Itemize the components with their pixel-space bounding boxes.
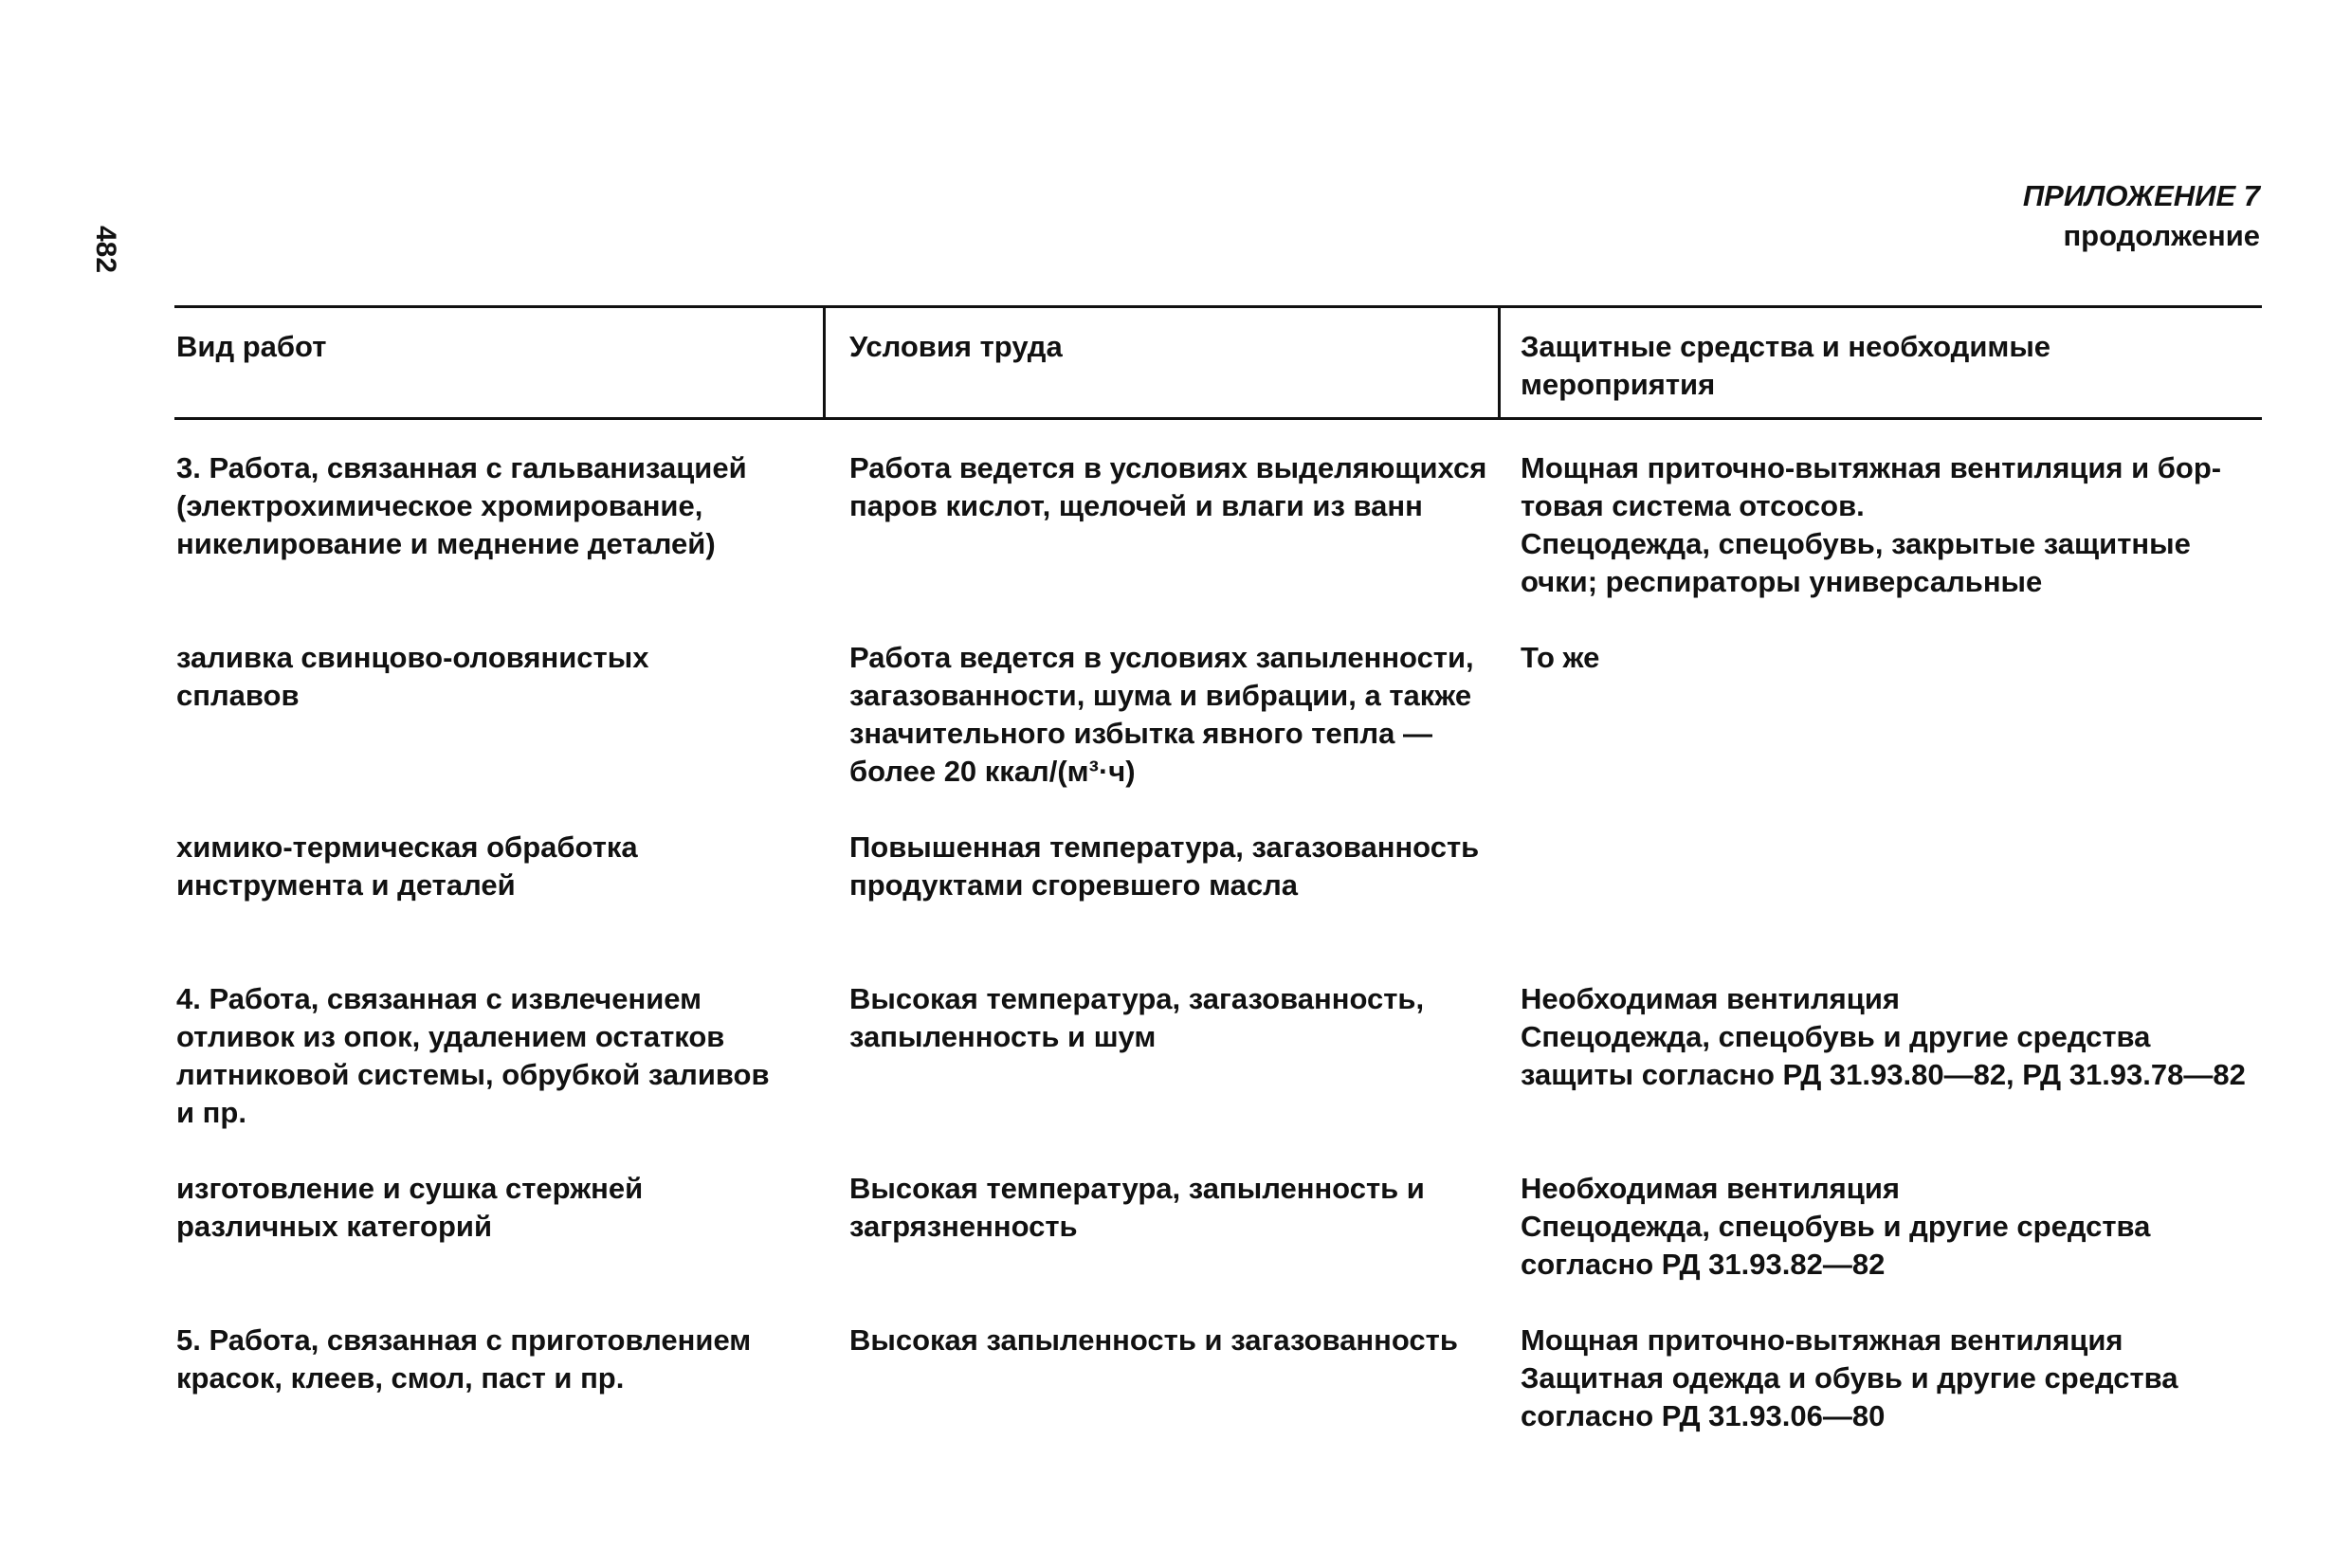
appendix-title: ПРИЛОЖЕНИЕ 7	[2022, 179, 2260, 212]
row-2-work: заливка свинцово-оловянистых сплавов	[176, 641, 649, 712]
row-4-work: 4. Работа, связанная с извлечением отливок из опок, удалением остатков литниковой системы, обрубкой заливов и пр.	[176, 982, 770, 1129]
row-5-work: изготовление и сушка стержней различных категорий	[176, 1172, 644, 1243]
page-number: 482	[90, 226, 121, 274]
row-5-conditions: Высокая температура, запыленность и загрязненность	[849, 1172, 1425, 1243]
column-divider	[823, 305, 826, 417]
row-3-work: химико-термическая обработка инструмента и деталей	[176, 830, 638, 902]
column-divider	[1498, 305, 1501, 417]
table-header-rule	[174, 417, 2262, 420]
column-header-protection: Защитные средства и необходимые мероприятия	[1521, 330, 2051, 401]
row-2-protection: То же	[1521, 641, 1600, 674]
row-6-protection: Мощная приточно-вытяжная вентиляция Защитная одежда и обувь и другие средства согласно РД 31.93.06—80	[1521, 1323, 2178, 1432]
row-4-protection: Необходимая вентиляция Спецодежда, спецобувь и другие средства защиты согласно РД 31.93.80—82, РД 31.93.78—82	[1521, 982, 2246, 1091]
row-6-work: 5. Работа, связанная с приготовлением красок, клеев, смол, паст и пр.	[176, 1323, 752, 1395]
row-5-protection: Необходимая вентиляция Спецодежда, спецобувь и другие средства согласно РД 31.93.82—82	[1521, 1172, 2151, 1281]
table-top-rule	[174, 305, 2262, 308]
appendix-header	[2023, 176, 2260, 256]
row-6-conditions: Высокая запыленность и загазованность	[849, 1323, 1458, 1357]
row-1-work: 3. Работа, связанная с гальванизацией (электрохимическое хромирование, никелирование и меднение деталей)	[176, 451, 747, 560]
row-3-conditions: Повышенная температура, загазованность продуктами сгоревшего масла	[849, 830, 1480, 902]
row-2-conditions: Работа ведется в условиях запыленности, загазованности, шума и вибрации, а также значительного избытка явного тепла — более 20 ккал/(м³·ч)	[849, 641, 1474, 788]
row-1-protection: Мощная приточно-вытяжная вентиляция и бор- товая система отсосов. Спецодежда, спецобувь, закрытые защитные очки; респираторы универсальные	[1521, 451, 2222, 598]
row-1-conditions: Работа ведется в условиях выделяющихся паров кислот, щелочей и влаги из ванн	[849, 451, 1487, 522]
column-header-conditions: Условия труда	[849, 330, 1063, 363]
appendix-subtitle: продолжение	[2063, 219, 2260, 252]
row-4-conditions: Высокая температура, загазованность, запыленность и шум	[849, 982, 1425, 1053]
column-header-work-type: Вид работ	[176, 330, 327, 363]
